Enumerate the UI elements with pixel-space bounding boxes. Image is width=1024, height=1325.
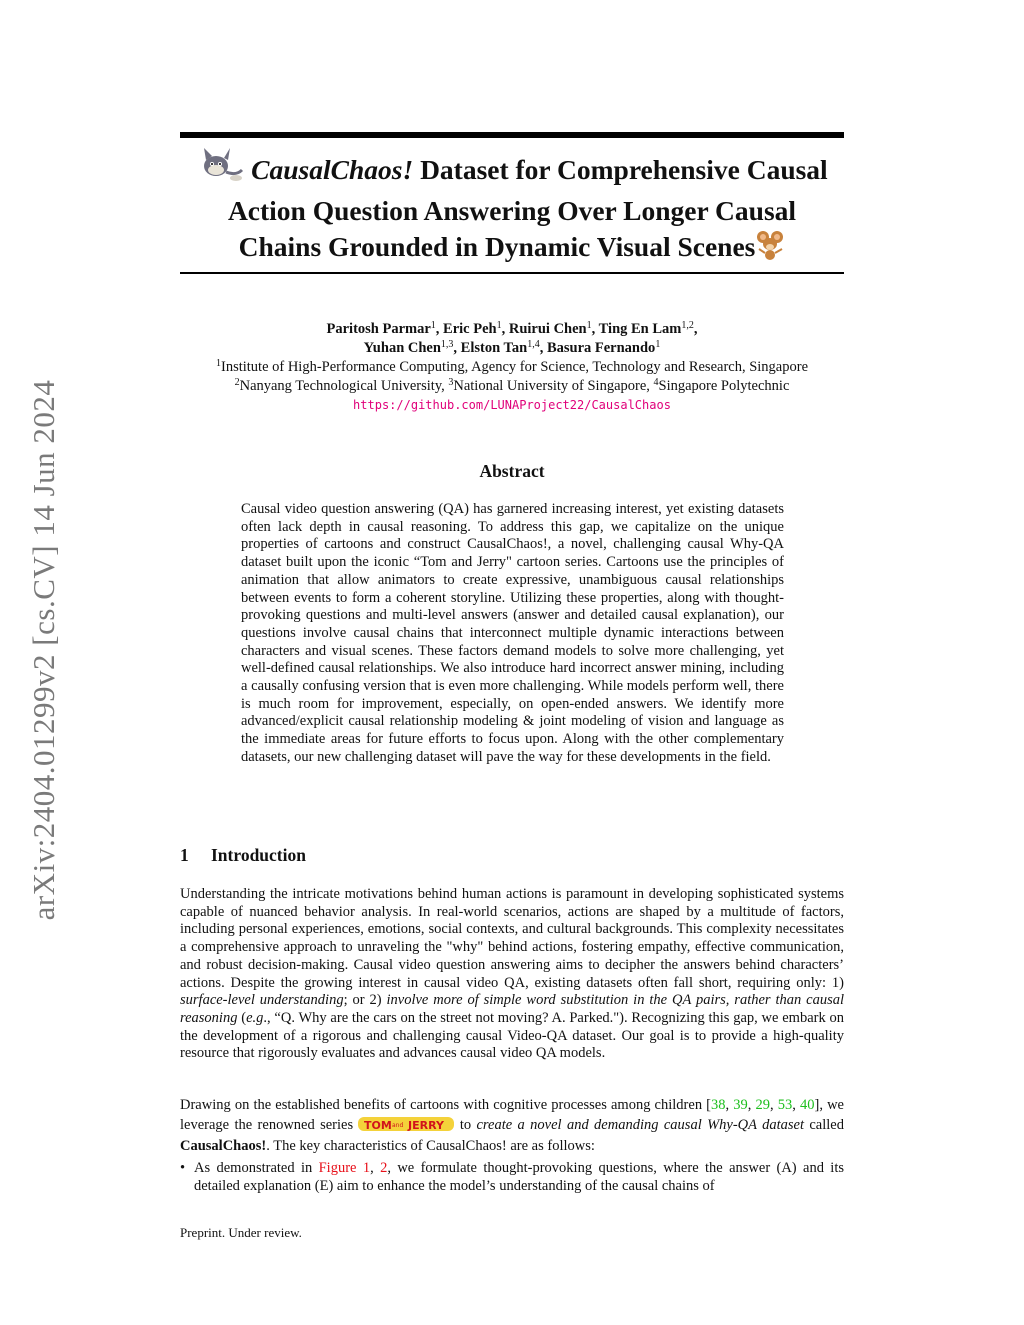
affiliation-text: Nanyang Technological University, xyxy=(239,378,449,394)
author-name: Basura Fernando xyxy=(546,340,656,356)
text-run: to xyxy=(454,1116,477,1133)
author-affil: 1 xyxy=(655,339,661,350)
author-name: Paritosh Parmar xyxy=(326,321,431,337)
bullet-icon: • xyxy=(180,1160,186,1176)
affil-marker: 1 xyxy=(215,358,221,369)
text-run: Understanding the intricate motivations behind human actions is paramount in developing sophisticated systems capable of nuanced behavior analysis. In real-world scenarios, actions are shaped by a multitude of factors, including personal experiences, emotions, social contexts, and cultural backgrounds. This complexity necessitates a comprehensive approach to unraveling the "why" behind actions, fostering empathy, effective communication, and robust decision-making. Causal video question answering aims to decipher the answers behind characters’ actions. Despite the growing interest in causal video QA, existing datasets often fall short, requiring only: 1) xyxy=(180,886,844,991)
text-run: ., “Q. Why are the cars on the street not moving? A. Parked."). Recognizing this gap, we embark on the development of a rigorous and challenging causal Video-QA dataset. Our goal is to provide a high-quality resource that rigorously evaluates and advances causal video QA models. xyxy=(180,1009,844,1062)
citation-link[interactable]: 38 xyxy=(711,1097,726,1113)
affiliation-2 xyxy=(180,377,844,396)
bullet-list xyxy=(180,1160,844,1195)
text-run-italic: create a novel and demanding causal Why-QA dataset xyxy=(476,1116,804,1133)
affiliation-text: Institute of High-Performance Computing, Agency for Science, Technology and Research, Singapore xyxy=(220,359,809,375)
text-run: ], we leverage the renowned series xyxy=(180,1097,844,1133)
figure-link[interactable]: Figure 1 xyxy=(318,1160,371,1176)
text-run: Drawing on the established benefits of cartoons with cognitive processes among children [ xyxy=(180,1097,712,1113)
intro-paragraph-1 xyxy=(180,886,844,1063)
section-heading xyxy=(180,845,306,866)
text-run: ; or 2) xyxy=(343,992,387,1009)
title-rule-bottom xyxy=(180,272,844,274)
affil-marker: 2 xyxy=(234,377,240,388)
svg-text:TOM: TOM xyxy=(364,1118,393,1132)
github-link[interactable]: https://github.com/LUNAProject22/CausalChaos xyxy=(353,398,671,412)
mouse-icon xyxy=(755,229,785,270)
arxiv-sidebar xyxy=(14,355,74,945)
citation-link[interactable]: 53 xyxy=(777,1097,793,1113)
author-affil: 1 xyxy=(496,320,502,331)
text-run: . The key characteristics of CausalChaos! are as follows: xyxy=(266,1138,595,1155)
text-run: , we formulate thought-provoking questions, where the answer (A) and its detailed explanation (E) aim to enhance the model’s understanding of the causal chains of xyxy=(194,1160,845,1194)
author-name: Elston Tan xyxy=(460,340,528,356)
title-rule-top xyxy=(180,132,844,138)
affil-marker: 4 xyxy=(653,377,659,388)
title-line2: Action Question Answering Over Longer Causal xyxy=(227,195,797,226)
abstract-heading: Abstract xyxy=(479,461,545,481)
title-italic: CausalChaos! xyxy=(251,154,414,185)
affiliation-text: Singapore Polytechnic xyxy=(658,378,790,394)
text-run-bold: CausalChaos! xyxy=(180,1138,267,1155)
citation-link[interactable]: 39 xyxy=(733,1097,748,1113)
text-run: ( xyxy=(237,1009,247,1026)
intro-paragraph-2: Drawing on the established benefits of cartoons with cognitive processes among children [38, 39, 29, 53, 40], we leverage the renowned series TOM and JERRY to create a novel and demanding causal Why-QA dataset called CausalChaos!. The key characteristics of CausalChaos! are as follows: xyxy=(180,1097,844,1155)
cat-icon xyxy=(196,146,244,193)
author-block xyxy=(180,320,844,415)
author-affil: 1 xyxy=(586,320,592,331)
title-line1-rest: Dataset for Comprehensive Causal xyxy=(413,154,828,185)
text-run: As demonstrated in xyxy=(194,1160,319,1176)
author-name: Ruirui Chen xyxy=(508,321,587,337)
tom-and-jerry-logo-icon xyxy=(358,1115,454,1139)
author-affil: 1,2 xyxy=(681,320,694,331)
text-run-italic: e.g xyxy=(246,1009,264,1026)
svg-text:JERRY: JERRY xyxy=(408,1118,445,1132)
figure-link[interactable]: 2 xyxy=(380,1160,388,1176)
author-name: Eric Peh xyxy=(443,321,497,337)
author-line-1: Paritosh Parmar$^1$, Eric Peh$^1$, Ruirui Chen$^1$, Ting En Lam$^{1,2}$, xyxy=(326,320,698,337)
author-affil: 1 xyxy=(430,320,436,331)
affil-marker: 3 xyxy=(448,377,454,388)
svg-text:and: and xyxy=(392,1121,404,1129)
author-name: Yuhan Chen xyxy=(363,340,441,356)
abstract-text: Causal video question answering (QA) has garnered increasing interest, yet existing datasets often lack depth in causal reasoning. To address this gap, we capitalize on the unique properties of cartoons and construct CausalChaos!, a novel, challenging causal Why-QA dataset built upon the iconic “Tom and Jerry" cartoon series. Cartoons use the principles of animation that allow animators to create expressive, unambiguous causal relationships between events to form a coherent storyline. Utilizing these properties, along with thought-provoking questions and multi-level answers (answer and detailed causal explanation), our questions involve causal chains that interconnect multiple dynamic interactions between characters and visual scenes. These factors demand models to solve more challenging, yet well-defined causal relationships. We also introduce hard incorrect answer mining, including a causally confusing version that is even more challenging. While models perform well, there is much room for improvement, especially, on open-ended answers. We identify more advanced/explicit causal relationship modeling & joint modeling of vision and language as the immediate areas for future efforts to focus upon. Along with the other complementary datasets, our new challenging dataset will pave the way for these developments in the field. xyxy=(241,501,784,765)
footer-note: Preprint. Under review. xyxy=(180,1225,302,1240)
author-affil: 1,4 xyxy=(527,339,540,350)
author-affil: 1,3 xyxy=(440,339,454,350)
list-item: • As demonstrated in Figure 1, 2, we formulate thought-provoking questions, where the answer (A) and its detailed explanation (E) aim to enhance the model’s understanding of the causal chains of xyxy=(180,1160,845,1194)
section-number: 1 xyxy=(180,845,189,865)
affiliation-1 xyxy=(180,358,844,377)
title-line3: Chains Grounded in Dynamic Visual Scenes xyxy=(238,231,756,262)
affiliation-text: National University of Singapore, xyxy=(453,378,654,394)
text-run-italic: involve more of simple word substitution in the QA pairs, rather than causal reasoning xyxy=(180,992,844,1026)
citation-link[interactable]: 29 xyxy=(755,1097,771,1113)
paper-title xyxy=(180,146,844,270)
section-title: Introduction xyxy=(211,845,306,865)
arxiv-identifier: arXiv:2404.01299v2 [cs.CV] 14 Jun 2024 xyxy=(26,379,61,921)
author-line-2: Yuhan Chen$^{1,3}$, Elston Tan$^{1,4}$, Basura Fernando$^1$ xyxy=(363,339,661,356)
author-name: Ting En Lam xyxy=(598,321,682,337)
citation-link[interactable]: 40 xyxy=(800,1097,815,1113)
text-run: called xyxy=(804,1116,844,1133)
text-run-italic: surface-level understanding xyxy=(180,992,344,1009)
